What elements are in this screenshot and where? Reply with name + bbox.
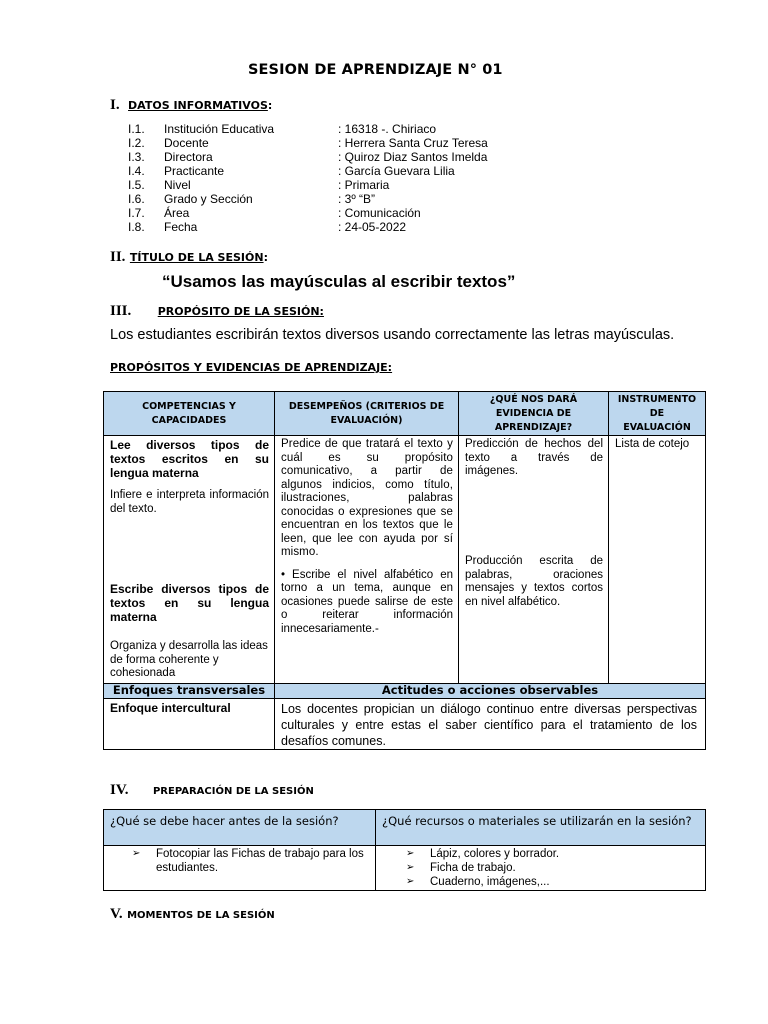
info-value: : Quiroz Diaz Santos Imelda — [338, 150, 488, 164]
enfoque-name: Enfoque intercultural — [110, 701, 231, 715]
info-num: I.8. — [128, 220, 145, 234]
info-label: Docente — [164, 136, 209, 150]
desempenos-cell — [275, 436, 459, 684]
header-resources: ¿Qué recursos o materiales se utilizarán en la sesión? — [376, 810, 706, 846]
info-value: : Comunicación — [338, 206, 421, 220]
enfoque-description: Los docentes propician un diálogo continuo entre diversas perspectivas culturales y entre estas el saber científico para el tratamiento de los desafíos comunes. — [281, 702, 697, 748]
list-item: ➢ Fotocopiar las Fichas de trabajo para los estudiantes. — [132, 847, 371, 875]
desempeno-1: Predice de que tratará el texto y cuál es su propósito comunicativo, a partir de algunos indicios, como título, ilustraciones, palabras conocidas o expresiones que se encuentran en los textos que le leen, que lee con ayuda por sí mismo. — [281, 438, 453, 558]
info-label: Institución Educativa — [164, 122, 275, 136]
before-session-list — [104, 846, 375, 875]
info-label: Practicante — [164, 164, 225, 178]
section-4-number: IV. — [110, 782, 129, 798]
list-item: ➢ Cuaderno, imágenes,... — [406, 875, 701, 889]
info-num: I.6. — [128, 192, 145, 206]
info-value: : 16318 -. Chiriaco — [338, 122, 437, 136]
info-row — [128, 122, 648, 136]
before-session-cell — [104, 846, 376, 891]
info-num: I.4. — [128, 164, 145, 178]
info-value: : García Guevara Lilia — [338, 164, 455, 178]
info-row — [128, 220, 648, 234]
desempeno-2: • Escribe el nivel alfabético en torno a un tema, aunque en ocasiones puede salirse de este o reiterar información innecesariamente.- — [281, 568, 453, 635]
info-label: Grado y Sección — [164, 192, 253, 206]
info-row — [128, 164, 648, 178]
header-before-session: ¿Qué se debe hacer antes de la sesión? — [104, 810, 376, 846]
resources-cell — [376, 846, 706, 891]
actitudes-cell — [275, 699, 706, 750]
info-value: : Herrera Santa Cruz Teresa — [338, 136, 488, 150]
header-competencias: COMPETENCIAS Y CAPACIDADES — [104, 392, 275, 436]
info-label: Área — [164, 206, 190, 220]
info-num: I.3. — [128, 150, 145, 164]
header-desempenos: DESEMPEÑOS (CRITERIOS DE EVALUACIÓN) — [275, 392, 459, 436]
enfoques-header: Enfoques transversales — [104, 684, 275, 699]
info-row — [128, 206, 648, 220]
section-1-heading: I. DATOS INFORMATIVOS: — [110, 97, 273, 113]
competence-1-title: Lee diversos tipos de textos escritos en su lengua materna — [110, 438, 269, 480]
section-4-heading — [110, 781, 314, 799]
section-3-number: III. — [110, 303, 132, 319]
section-2-heading: II. TÍTULO DE LA SESIÓN: — [110, 249, 268, 265]
info-label: Directora — [164, 150, 213, 164]
info-num: I.2. — [128, 136, 145, 150]
info-value: : Primaria — [338, 178, 390, 192]
section-5-title: MOMENTOS DE LA SESIÓN — [127, 910, 275, 921]
section-3-title: PROPÓSITO DE LA SESIÓN: — [157, 305, 324, 318]
evidence-1: Predicción de hechos del texto a través de imágenes. — [465, 438, 603, 477]
info-num: I.7. — [128, 206, 145, 220]
section-1-title: DATOS INFORMATIVOS — [128, 99, 268, 112]
competence-2-title: Escribe diversos tipos de textos en su lengua materna — [110, 582, 269, 624]
instrument-text: Lista de cotejo — [615, 438, 690, 450]
info-value: : 24-05-2022 — [338, 220, 407, 234]
section-2-number: II. — [110, 249, 126, 265]
section-3-heading — [110, 302, 324, 320]
section-1-number: I. — [110, 97, 120, 113]
info-num: I.5. — [128, 178, 145, 192]
preparation-table — [103, 809, 706, 891]
section-5-number: V. — [110, 906, 123, 922]
purpose-text: Los estudiantes escribirán textos diversos usando correctamente las letras mayúsculas. — [110, 327, 675, 343]
enfoque-cell — [104, 699, 275, 750]
competencias-cell — [104, 436, 275, 684]
info-row — [128, 178, 648, 192]
instrumento-cell — [609, 436, 706, 684]
competence-1-capacity: Infiere e interpreta información del texto. — [110, 489, 269, 515]
actitudes-header: Actitudes o acciones observables — [275, 684, 706, 699]
resources-list — [376, 846, 705, 889]
info-num: I.1. — [128, 122, 145, 136]
section-5-heading — [110, 905, 275, 923]
info-value: : 3º “B” — [338, 192, 376, 206]
competence-2-capacity: Organiza y desarrolla las ideas de forma coherente y cohesionada — [110, 640, 268, 679]
info-row — [128, 192, 648, 206]
list-item: ➢ Ficha de trabajo. — [406, 861, 701, 875]
evidencia-cell — [459, 436, 609, 684]
session-title: “Usamos las mayúsculas al escribir textos” — [162, 272, 516, 291]
header-evidencia: ¿QUÉ NOS DARÁ EVIDENCIA DE APRENDIZAJE? — [459, 392, 609, 436]
info-label: Fecha — [164, 220, 198, 234]
document-title: SESION DE APRENDIZAJE N° 01 — [248, 62, 503, 78]
purposes-heading: PROPÓSITOS Y EVIDENCIAS DE APRENDIZAJE: — [110, 361, 393, 374]
info-row — [128, 150, 648, 164]
list-item: ➢ Lápiz, colores y borrador. — [406, 847, 701, 861]
info-label: Nivel — [164, 178, 191, 192]
info-row — [128, 136, 648, 150]
evidence-2: Producción escrita de palabras, oraciones mensajes y textos cortos en nivel alfabético. — [465, 555, 603, 608]
purposes-table — [103, 391, 706, 750]
section-4-title: PREPARACIÓN DE LA SESIÓN — [152, 786, 314, 797]
header-instrumento: INSTRUMENTO DE EVALUACIÓN — [609, 392, 706, 436]
section-2-title: TÍTULO DE LA SESIÓN — [129, 251, 264, 264]
